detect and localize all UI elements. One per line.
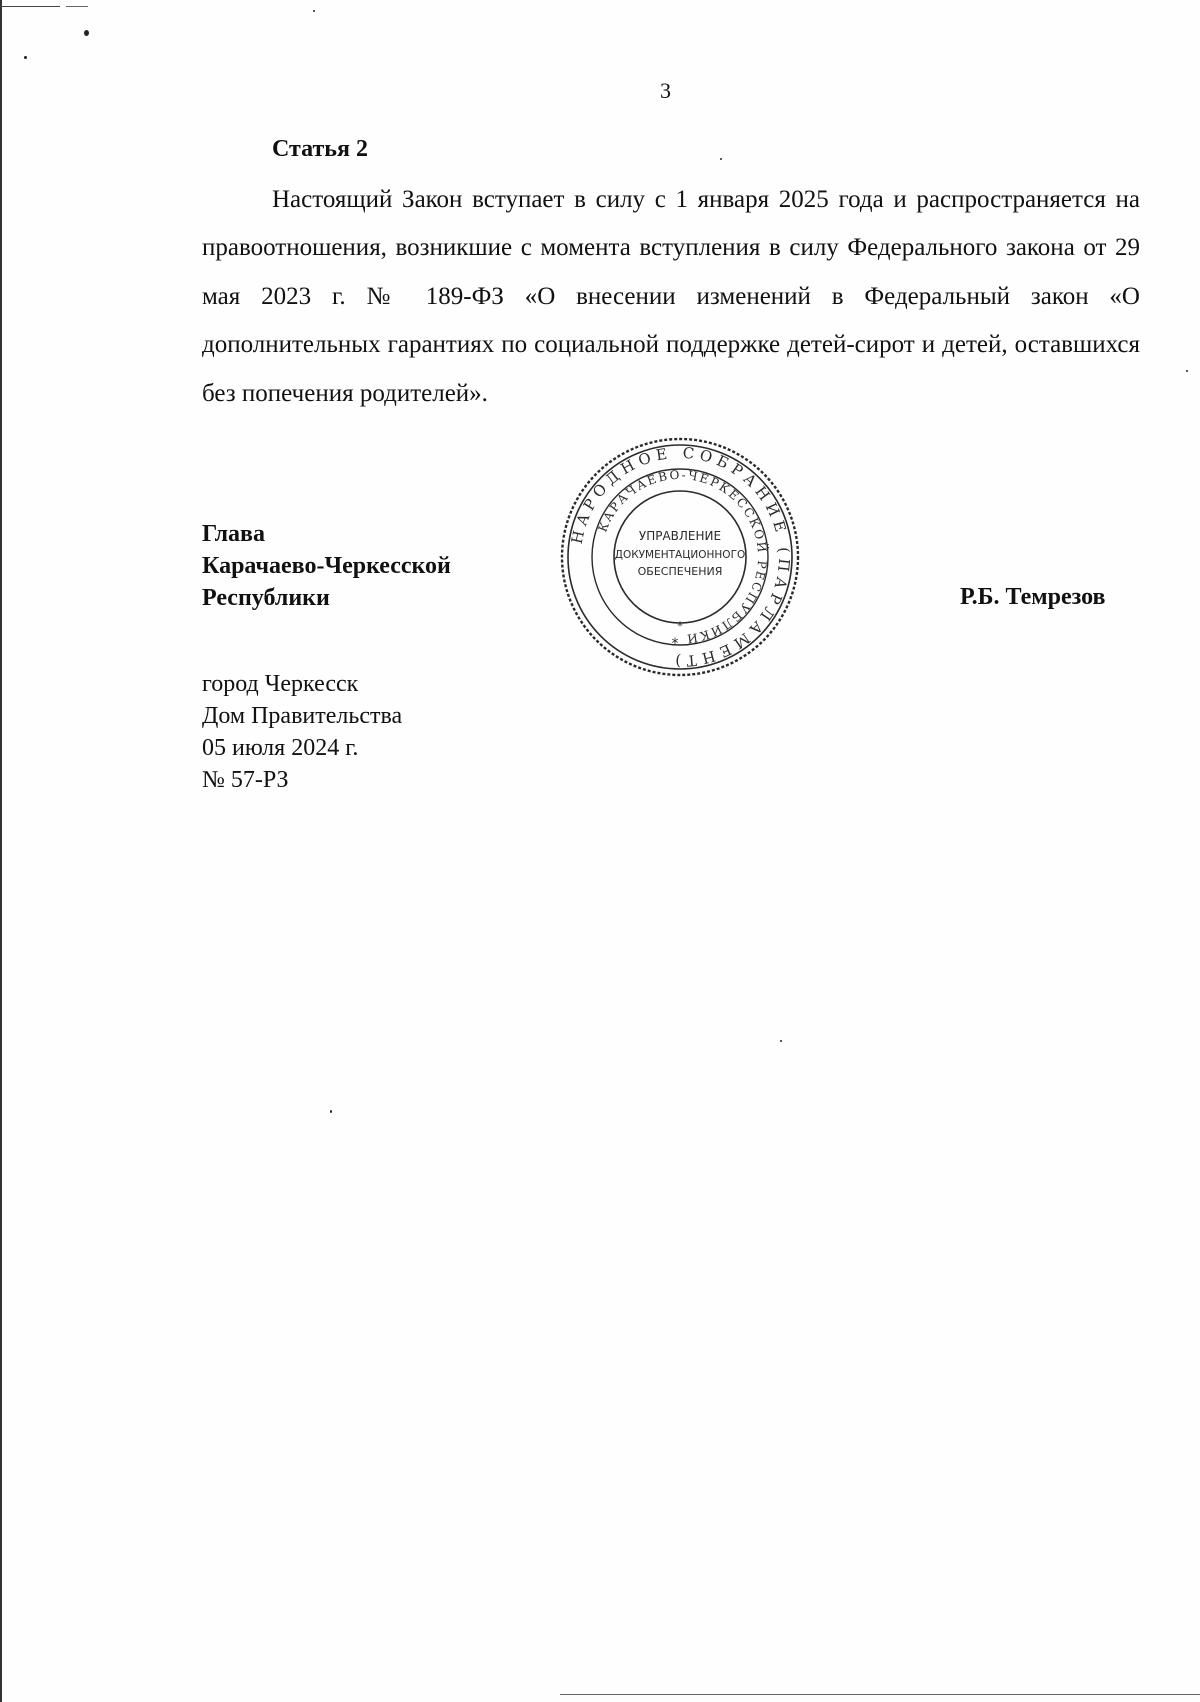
law-date: 05 июля 2024 г. [202, 735, 359, 761]
official-seal [555, 432, 805, 682]
seal-center-line: УПРАВЛЕНИЕ [638, 529, 722, 543]
signature-position [202, 518, 451, 614]
seal-center-line: ОБЕСПЕЧЕНИЯ [637, 565, 723, 578]
building: Дом Правительства [202, 703, 403, 729]
seal-outer-text: НАРОДНОЕ СОБРАНИЕ (ПАРЛАМЕНТ) [567, 443, 794, 671]
page-number: 3 [660, 78, 671, 103]
signature-position-line: Республики [202, 585, 330, 611]
article-body-text: Настоящий Закон вступает в силу с 1 января 2025 года и распространяется на правоотношения, возникшие с момента вступления в силу Федерального закона от 29 мая 2023 г. № 189-ФЗ «О внесении изменений в Федеральный закон «О дополнительных гарантиях по социальной поддержке детей-сирот и детей, оставшихся без попечения родителей». [202, 186, 1140, 407]
scan-speck [313, 10, 315, 12]
article-title: Статья 2 [272, 136, 368, 162]
seal-inner-text: КАРАЧАЕВО-ЧЕРКЕССКОЙ РЕСПУБЛИКИ [595, 467, 770, 646]
scan-edge-top [0, 6, 60, 7]
scan-speck [720, 158, 722, 160]
scan-speck [330, 1110, 332, 1113]
seal-star-icon: * [671, 636, 679, 652]
scan-speck [84, 30, 89, 36]
scan-speck [1186, 370, 1188, 372]
scan-speck [780, 1040, 782, 1042]
signatory-name: Р.Б. Темрезов [960, 584, 1106, 610]
city: город Черкесск [202, 671, 359, 697]
scan-speck [24, 56, 27, 59]
scan-edge-left [0, 0, 2, 1702]
signature-position-line: Карачаево-Черкесской [202, 553, 451, 579]
seal-star-icon: * [677, 619, 683, 633]
seal-center-line: ДОКУМЕНТАЦИОННОГО [614, 549, 746, 561]
scan-edge-top-fragment [66, 6, 88, 7]
law-number: № 57-РЗ [202, 767, 289, 793]
scan-edge-bottom [560, 1694, 1200, 1695]
signature-position-line: Глава [202, 521, 265, 547]
place-and-date-block [202, 668, 402, 796]
